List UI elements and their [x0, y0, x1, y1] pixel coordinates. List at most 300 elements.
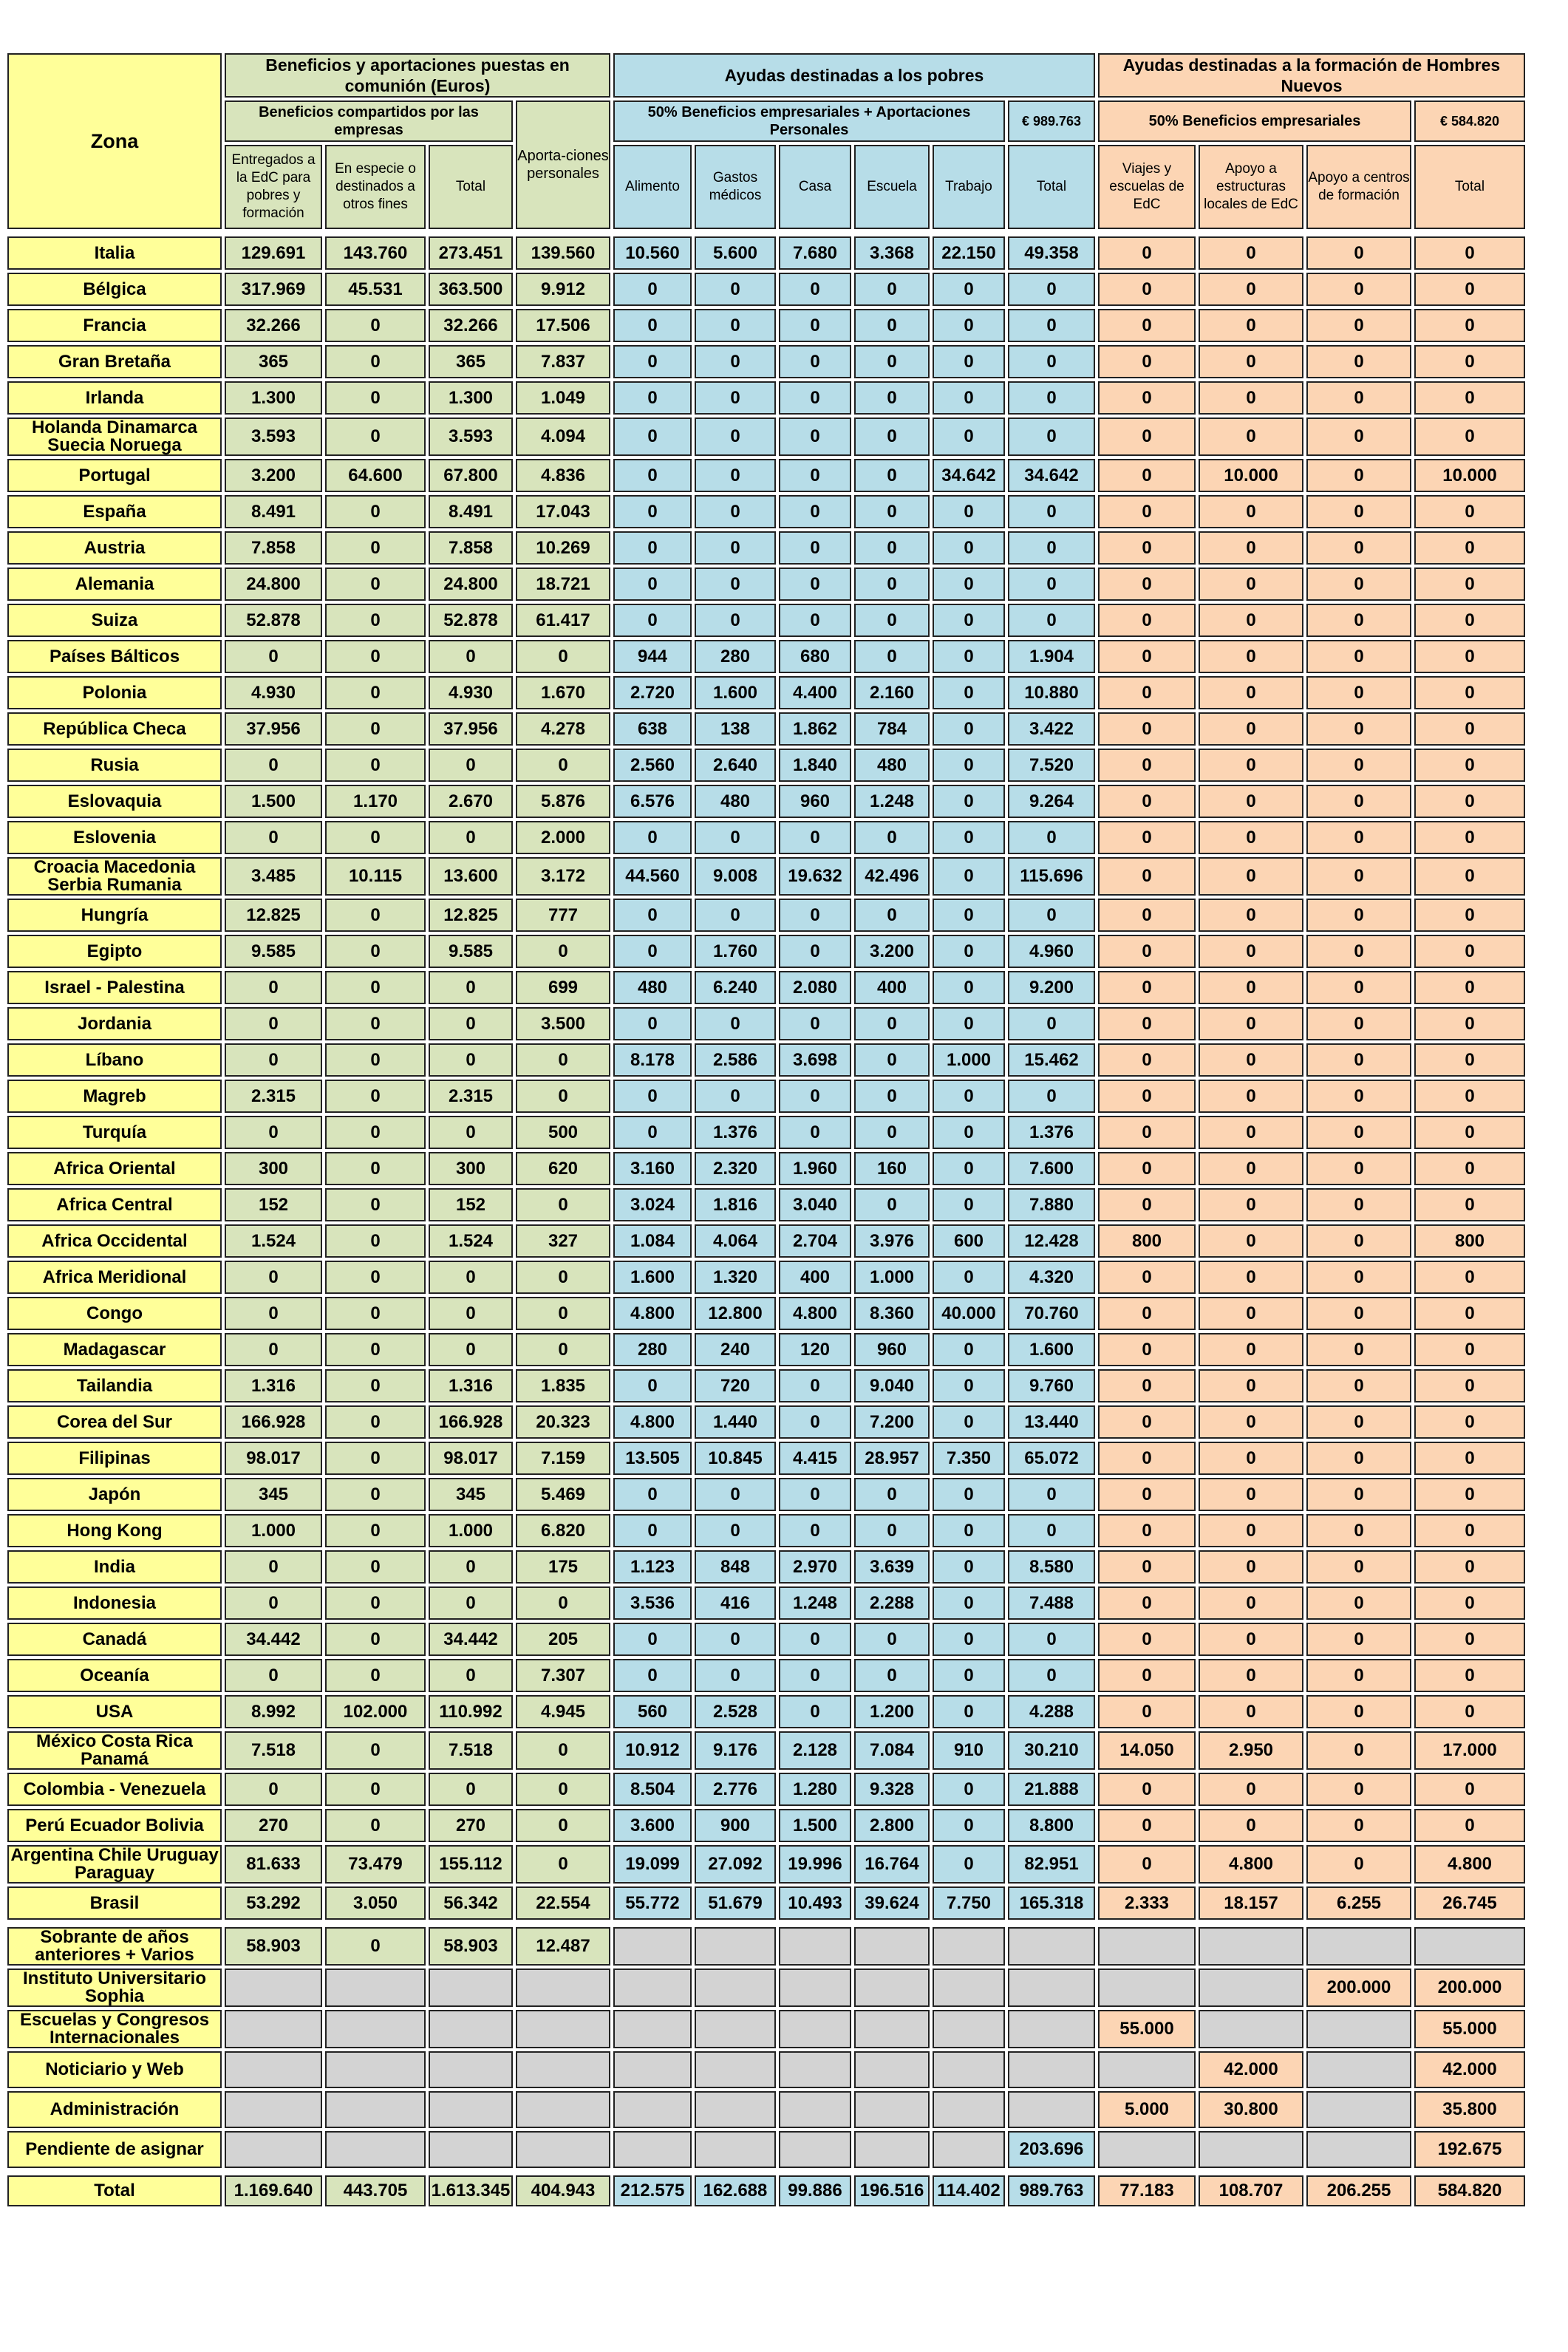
value-cell: 0 [1098, 1116, 1196, 1149]
value-cell: 0 [1199, 899, 1303, 932]
value-cell: 0 [1306, 857, 1411, 896]
value-cell: 0 [1414, 1695, 1525, 1728]
value-cell: 0 [1414, 1188, 1525, 1221]
spacer-cell [7, 2171, 1525, 2172]
value-cell: 0 [1306, 1043, 1411, 1077]
value-cell: 0 [429, 1297, 513, 1330]
value-cell: 0 [854, 821, 930, 854]
value-cell: 0 [933, 821, 1005, 854]
value-cell: 7.488 [1008, 1586, 1095, 1620]
value-cell: 10.493 [779, 1886, 851, 1920]
value-cell: 0 [1414, 381, 1525, 415]
value-cell: 152 [429, 1188, 513, 1221]
value-cell [854, 1968, 930, 2007]
value-cell [325, 2051, 426, 2088]
table-row [7, 1478, 1525, 1511]
value-cell: 0 [1306, 1261, 1411, 1294]
value-cell [1199, 1927, 1303, 1966]
value-cell: 0 [854, 640, 930, 673]
value-cell: 1.170 [325, 785, 426, 818]
value-cell: 0 [1098, 345, 1196, 378]
value-cell: 20.323 [516, 1405, 610, 1439]
value-cell: 4.094 [516, 417, 610, 456]
value-cell: 0 [1098, 604, 1196, 637]
value-cell: 0 [516, 1188, 610, 1221]
value-cell: 10.912 [613, 1731, 692, 1770]
value-cell: 4.800 [779, 1297, 851, 1330]
zona-cell: Irlanda [7, 381, 222, 415]
value-cell: 2.315 [429, 1080, 513, 1113]
value-cell: 192.675 [1414, 2131, 1525, 2168]
value-cell: 0 [1008, 531, 1095, 565]
value-cell: 0 [1008, 309, 1095, 342]
value-cell: 0 [516, 1586, 610, 1620]
value-cell: 400 [854, 971, 930, 1004]
value-cell: 0 [1098, 1261, 1196, 1294]
value-cell: 0 [325, 1659, 426, 1692]
value-cell: 0 [779, 1369, 851, 1402]
value-cell [854, 2010, 930, 2048]
value-cell: 4.945 [516, 1695, 610, 1728]
zona-cell: Eslovaquia [7, 785, 222, 818]
value-cell: 70.760 [1008, 1297, 1095, 1330]
value-cell: 0 [1098, 567, 1196, 601]
value-cell: 0 [779, 273, 851, 306]
value-cell: 0 [1098, 1297, 1196, 1330]
value-cell: 0 [1306, 417, 1411, 456]
value-cell: 0 [933, 381, 1005, 415]
zona-cell: Polonia [7, 676, 222, 709]
value-cell: 115.696 [1008, 857, 1095, 896]
value-cell: 0 [695, 899, 776, 932]
value-cell: 560 [613, 1695, 692, 1728]
header-pobres-monto: € 989.763 [1008, 100, 1095, 142]
value-cell: 0 [325, 1478, 426, 1511]
value-cell: 73.479 [325, 1845, 426, 1884]
value-cell [854, 1927, 930, 1966]
value-cell [613, 2091, 692, 2128]
table-row [7, 1968, 1525, 2007]
value-cell: 0 [225, 1007, 322, 1040]
value-cell: 203.696 [1008, 2131, 1095, 2168]
value-cell: 0 [613, 1478, 692, 1511]
value-cell: 800 [1414, 1224, 1525, 1258]
value-cell: 0 [516, 1297, 610, 1330]
value-cell: 800 [1098, 1224, 1196, 1258]
header-formacion-monto: € 584.820 [1414, 100, 1525, 142]
value-cell: 848 [695, 1550, 776, 1584]
value-cell: 1.000 [429, 1514, 513, 1547]
value-cell: 327 [516, 1224, 610, 1258]
value-cell: 0 [779, 495, 851, 528]
value-cell: 0 [1199, 567, 1303, 601]
header-total-formacion: Total [1414, 145, 1525, 229]
value-cell: 0 [1199, 1405, 1303, 1439]
value-cell [325, 2091, 426, 2128]
value-cell [429, 2091, 513, 2128]
value-cell: 300 [225, 1152, 322, 1185]
value-cell: 0 [1199, 857, 1303, 896]
value-cell: 0 [1199, 604, 1303, 637]
value-cell: 0 [225, 1333, 322, 1366]
value-cell: 3.500 [516, 1007, 610, 1040]
value-cell: 152 [225, 1188, 322, 1221]
value-cell: 2.080 [779, 971, 851, 1004]
value-cell: 0 [516, 935, 610, 968]
table-row [7, 640, 1525, 673]
value-cell: 0 [613, 1116, 692, 1149]
zona-cell: Madagascar [7, 1333, 222, 1366]
value-cell: 0 [1199, 236, 1303, 270]
value-cell: 7.750 [933, 1886, 1005, 1920]
value-cell: 114.402 [933, 2175, 1005, 2206]
table-row [7, 2131, 1525, 2168]
value-cell: 1.300 [429, 381, 513, 415]
value-cell: 1.000 [933, 1043, 1005, 1077]
value-cell [933, 2010, 1005, 2048]
value-cell: 1.316 [225, 1369, 322, 1402]
value-cell: 0 [613, 273, 692, 306]
value-cell: 0 [225, 1586, 322, 1620]
value-cell: 0 [854, 1514, 930, 1547]
value-cell [1008, 1968, 1095, 2007]
value-cell: 0 [1008, 1007, 1095, 1040]
value-cell: 17.000 [1414, 1731, 1525, 1770]
value-cell: 166.928 [225, 1405, 322, 1439]
table-row [7, 2010, 1525, 2048]
value-cell: 0 [933, 495, 1005, 528]
value-cell: 0 [779, 1478, 851, 1511]
value-cell: 10.845 [695, 1442, 776, 1475]
value-cell: 0 [1098, 1773, 1196, 1806]
table-row [7, 1224, 1525, 1258]
value-cell: 1.084 [613, 1224, 692, 1258]
value-cell: 0 [613, 1659, 692, 1692]
value-cell [695, 2131, 776, 2168]
value-cell: 8.800 [1008, 1809, 1095, 1842]
table-row [7, 785, 1525, 818]
value-cell: 1.500 [225, 785, 322, 818]
table-row [7, 1080, 1525, 1113]
value-cell: 240 [695, 1333, 776, 1366]
value-cell: 9.008 [695, 857, 776, 896]
value-cell: 0 [695, 1080, 776, 1113]
value-cell: 0 [1199, 345, 1303, 378]
value-cell: 0 [1098, 1623, 1196, 1656]
value-cell: 30.210 [1008, 1731, 1095, 1770]
value-cell: 7.837 [516, 345, 610, 378]
value-cell: 1.300 [225, 381, 322, 415]
value-cell: 24.800 [429, 567, 513, 601]
value-cell: 0 [429, 1773, 513, 1806]
value-cell [933, 2051, 1005, 2088]
value-cell: 0 [225, 1659, 322, 1692]
value-cell: 0 [1008, 345, 1095, 378]
table-body [7, 232, 1525, 2206]
value-cell: 280 [613, 1333, 692, 1366]
value-cell: 1.316 [429, 1369, 513, 1402]
value-cell: 0 [1306, 1695, 1411, 1728]
value-cell: 0 [1306, 1152, 1411, 1185]
value-cell: 34.442 [225, 1623, 322, 1656]
value-cell: 0 [933, 676, 1005, 709]
value-cell: 1.376 [695, 1116, 776, 1149]
value-cell: 0 [933, 1152, 1005, 1185]
value-cell [225, 2131, 322, 2168]
value-cell: 0 [1414, 1043, 1525, 1077]
value-cell: 0 [1306, 1623, 1411, 1656]
value-cell: 2.640 [695, 749, 776, 782]
value-cell: 0 [1199, 712, 1303, 746]
value-cell: 8.992 [225, 1695, 322, 1728]
value-cell: 0 [613, 417, 692, 456]
value-cell: 0 [1414, 495, 1525, 528]
value-cell: 4.800 [613, 1297, 692, 1330]
value-cell: 0 [516, 1809, 610, 1842]
value-cell: 2.670 [429, 785, 513, 818]
value-cell: 0 [1199, 417, 1303, 456]
value-cell: 58.903 [429, 1927, 513, 1966]
zona-cell: Oceanía [7, 1659, 222, 1692]
value-cell: 0 [613, 821, 692, 854]
value-cell: 0 [695, 1514, 776, 1547]
value-cell: 0 [1199, 1152, 1303, 1185]
value-cell: 0 [1098, 1333, 1196, 1366]
value-cell: 0 [1008, 495, 1095, 528]
value-cell: 0 [613, 381, 692, 415]
value-cell: 0 [429, 1007, 513, 1040]
value-cell: 0 [325, 1297, 426, 1330]
value-cell: 14.050 [1098, 1731, 1196, 1770]
table-row [7, 935, 1525, 968]
value-cell: 600 [933, 1224, 1005, 1258]
value-cell: 0 [613, 531, 692, 565]
value-cell: 120 [779, 1333, 851, 1366]
value-cell: 175 [516, 1550, 610, 1584]
value-cell: 0 [1306, 1478, 1411, 1511]
value-cell: 0 [325, 309, 426, 342]
value-cell [779, 2131, 851, 2168]
value-cell: 4.415 [779, 1442, 851, 1475]
value-cell: 0 [1414, 1773, 1525, 1806]
value-cell: 18.721 [516, 567, 610, 601]
header-pobres-group: Ayudas destinadas a los pobres [613, 53, 1095, 98]
value-cell: 1.670 [516, 676, 610, 709]
value-cell: 0 [325, 567, 426, 601]
value-cell [613, 2010, 692, 2048]
value-cell: 1.904 [1008, 640, 1095, 673]
value-cell: 61.417 [516, 604, 610, 637]
zona-cell: Sobrante de años anteriores + Varios [7, 1927, 222, 1966]
value-cell: 8.178 [613, 1043, 692, 1077]
zona-cell: USA [7, 1695, 222, 1728]
value-cell: 0 [429, 1586, 513, 1620]
table-row [7, 1623, 1525, 1656]
value-cell: 1.524 [429, 1224, 513, 1258]
value-cell: 1.440 [695, 1405, 776, 1439]
value-cell: 0 [779, 1623, 851, 1656]
value-cell: 138 [695, 712, 776, 746]
value-cell: 0 [325, 1514, 426, 1547]
value-cell [779, 2010, 851, 2048]
zona-cell: Africa Oriental [7, 1152, 222, 1185]
value-cell: 52.878 [429, 604, 513, 637]
value-cell: 345 [429, 1478, 513, 1511]
value-cell: 0 [613, 1007, 692, 1040]
header-escuela: Escuela [854, 145, 930, 229]
value-cell: 52.878 [225, 604, 322, 637]
value-cell: 0 [1414, 1152, 1525, 1185]
value-cell [1199, 1968, 1303, 2007]
value-cell: 162.688 [695, 2175, 776, 2206]
value-cell: 0 [1414, 236, 1525, 270]
value-cell [225, 2091, 322, 2128]
value-cell: 0 [1414, 309, 1525, 342]
zona-cell: Canadá [7, 1623, 222, 1656]
value-cell: 0 [325, 640, 426, 673]
value-cell: 0 [225, 640, 322, 673]
value-cell: 0 [779, 935, 851, 968]
value-cell: 0 [429, 1550, 513, 1584]
value-cell: 55.000 [1098, 2010, 1196, 2048]
table-row [7, 1809, 1525, 1842]
value-cell: 0 [325, 1623, 426, 1656]
value-cell: 0 [1199, 676, 1303, 709]
value-cell: 0 [1008, 899, 1095, 932]
value-cell: 300 [429, 1152, 513, 1185]
value-cell: 900 [695, 1809, 776, 1842]
value-cell: 10.115 [325, 857, 426, 896]
value-cell [1098, 1927, 1196, 1966]
value-cell: 1.000 [225, 1514, 322, 1547]
value-cell: 82.951 [1008, 1845, 1095, 1884]
table-row [7, 604, 1525, 637]
zona-cell: Jordania [7, 1007, 222, 1040]
value-cell [779, 1968, 851, 2007]
value-cell: 0 [325, 1442, 426, 1475]
value-cell: 0 [1306, 495, 1411, 528]
value-cell: 0 [779, 899, 851, 932]
value-cell: 0 [1199, 531, 1303, 565]
value-cell: 2.320 [695, 1152, 776, 1185]
value-cell: 0 [225, 1043, 322, 1077]
table-row [7, 309, 1525, 342]
value-cell: 2.704 [779, 1224, 851, 1258]
value-cell: 0 [429, 1333, 513, 1366]
value-cell: 5.469 [516, 1478, 610, 1511]
value-cell: 0 [1098, 236, 1196, 270]
value-cell: 0 [1414, 749, 1525, 782]
value-cell: 0 [695, 345, 776, 378]
value-cell: 0 [1306, 1809, 1411, 1842]
value-cell: 7.084 [854, 1731, 930, 1770]
value-cell: 0 [1199, 971, 1303, 1004]
value-cell: 13.440 [1008, 1405, 1095, 1439]
value-cell: 0 [933, 1514, 1005, 1547]
value-cell: 720 [695, 1369, 776, 1402]
zona-cell: Argentina Chile Uruguay Paraguay [7, 1845, 222, 1884]
zona-cell: Brasil [7, 1886, 222, 1920]
value-cell: 7.858 [429, 531, 513, 565]
value-cell: 0 [1098, 1043, 1196, 1077]
value-cell: 7.520 [1008, 749, 1095, 782]
value-cell: 37.956 [225, 712, 322, 746]
value-cell: 0 [429, 971, 513, 1004]
value-cell: 0 [325, 935, 426, 968]
value-cell [516, 2010, 610, 2048]
value-cell [1306, 1927, 1411, 1966]
value-cell: 0 [1199, 1080, 1303, 1113]
value-cell: 0 [933, 1695, 1005, 1728]
value-cell: 0 [325, 495, 426, 528]
value-cell: 0 [325, 1927, 426, 1966]
section-spacer [7, 232, 1525, 234]
value-cell: 12.487 [516, 1927, 610, 1966]
value-cell: 0 [933, 417, 1005, 456]
value-cell: 0 [695, 531, 776, 565]
header-alimento: Alimento [613, 145, 692, 229]
value-cell [1306, 2010, 1411, 2048]
value-cell: 0 [695, 273, 776, 306]
table-row [7, 1261, 1525, 1294]
spacer-cell [7, 1923, 1525, 1924]
header-formacion-group: Ayudas destinadas a la formación de Hombres Nuevos [1098, 53, 1525, 98]
value-cell: 0 [1306, 676, 1411, 709]
value-cell: 0 [429, 1043, 513, 1077]
value-cell: 0 [779, 531, 851, 565]
value-cell: 0 [854, 531, 930, 565]
value-cell: 0 [779, 821, 851, 854]
value-cell: 0 [613, 1514, 692, 1547]
value-cell: 365 [429, 345, 513, 378]
value-cell: 0 [779, 417, 851, 456]
value-cell [1008, 1927, 1095, 1966]
value-cell [1306, 2051, 1411, 2088]
value-cell: 3.368 [854, 236, 930, 270]
value-cell: 0 [933, 857, 1005, 896]
table-row [7, 2051, 1525, 2088]
value-cell: 7.518 [429, 1731, 513, 1770]
value-cell: 5.000 [1098, 2091, 1196, 2128]
value-cell: 0 [933, 971, 1005, 1004]
zona-cell: México Costa Rica Panamá [7, 1731, 222, 1770]
value-cell [1306, 2131, 1411, 2168]
edc-table-container [4, 50, 1528, 2209]
header-en-especie: En especie o destinados a otros fines [325, 145, 426, 229]
header-gastos-medicos: Gastos médicos [695, 145, 776, 229]
value-cell: 0 [516, 1333, 610, 1366]
value-cell: 404.943 [516, 2175, 610, 2206]
zona-cell: España [7, 495, 222, 528]
value-cell: 77.183 [1098, 2175, 1196, 2206]
value-cell: 160 [854, 1152, 930, 1185]
value-cell: 0 [854, 1007, 930, 1040]
value-cell: 0 [325, 1369, 426, 1402]
value-cell: 10.000 [1199, 459, 1303, 492]
value-cell: 0 [1098, 857, 1196, 896]
table-row [7, 1927, 1525, 1966]
header-entregados: Entregados a la EdC para pobres y formación [225, 145, 322, 229]
value-cell: 32.266 [225, 309, 322, 342]
value-cell: 0 [1306, 236, 1411, 270]
value-cell: 989.763 [1008, 2175, 1095, 2206]
value-cell: 363.500 [429, 273, 513, 306]
value-cell: 280 [695, 640, 776, 673]
zona-cell: Israel - Palestina [7, 971, 222, 1004]
zona-cell: Eslovenia [7, 821, 222, 854]
value-cell: 0 [1306, 273, 1411, 306]
value-cell: 270 [429, 1809, 513, 1842]
